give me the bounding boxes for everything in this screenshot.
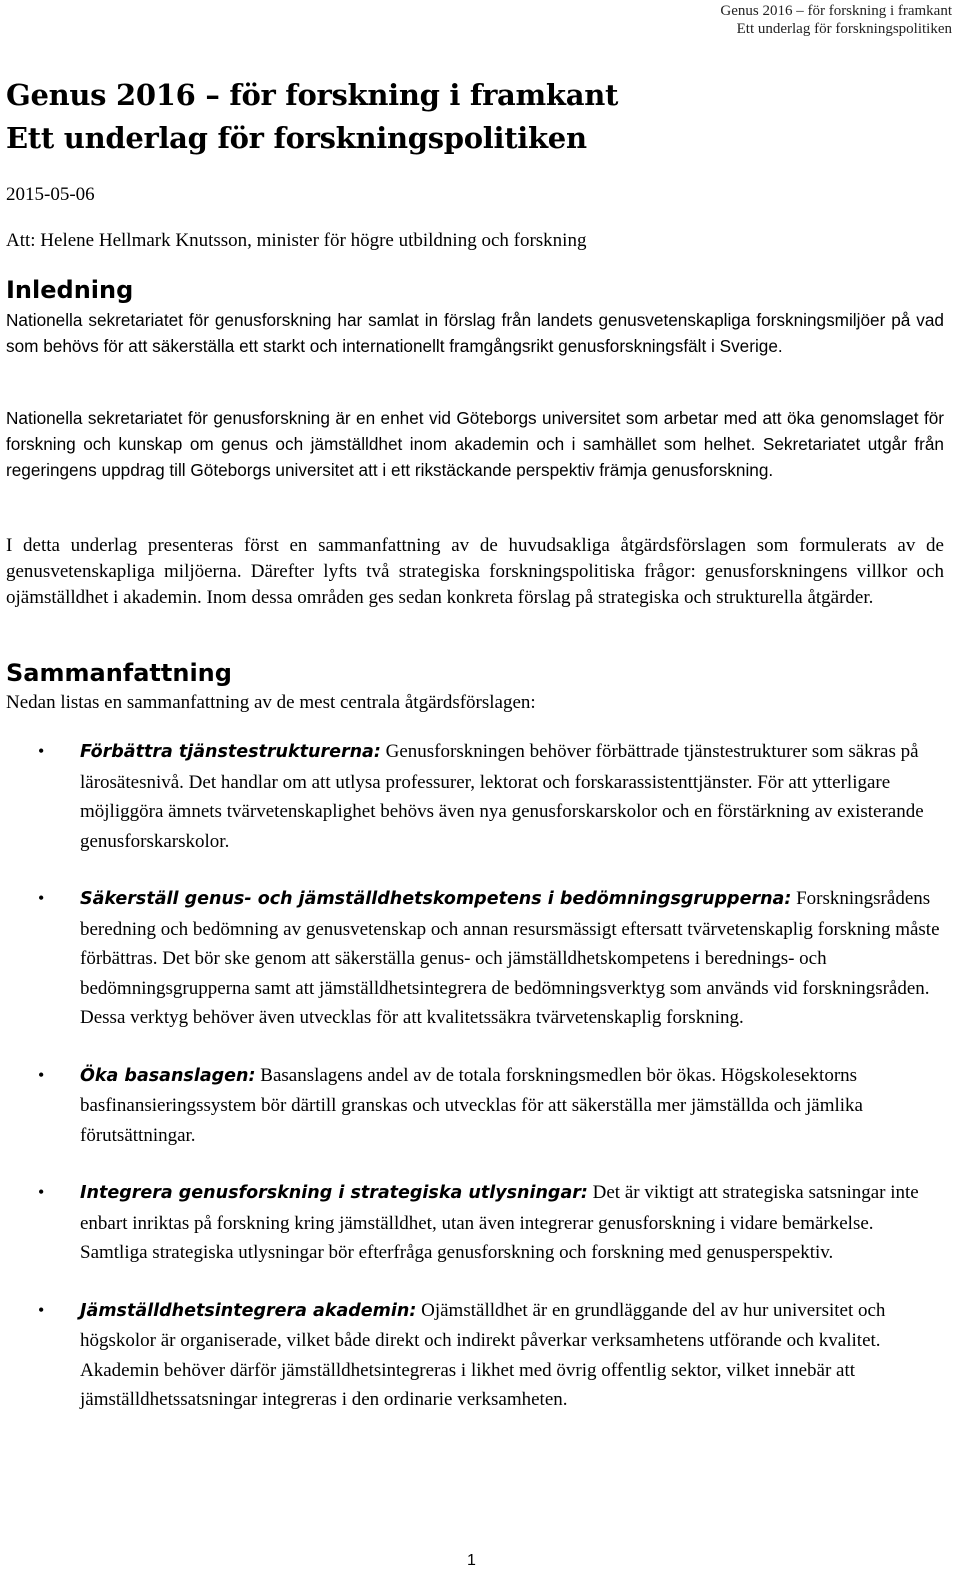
sammanfattning-intro: Nedan listas en sammanfattning av de mest centrala åtgärdsförslagen: (6, 692, 536, 713)
inledning-paragraph-2: Nationella sekretariatet för genusforskning är en enhet vid Göteborgs universitet som arbetar med att öka genomslaget för forskning och kunskap om genus och jämställdhet inom akademin och i samhället som helhet. Sekretariatet utgår från regeringens uppdrag till Göteborgs universitet att i ett rikstäckande perspektiv främja genusforskning. (6, 408, 944, 480)
bullet-icon: • (38, 741, 45, 761)
proposal-text: Genusforskningen behöver förbättrade tjänstestrukturer som säkras på lärosätesnivå. Det handlar om att utlysa professurer, lektorat och forskarassistenttjänster. För att ytterligare möjliggöra ämnets tvärvetenskaplighet behövs även nya genusforskarskolor och en förstärkning av existerande genusforskarskolor. (80, 741, 924, 852)
proposal-lead: Integrera genusforskning i strategiska utlysningar (80, 1183, 581, 1203)
proposal-colon: : (373, 742, 381, 762)
proposal-colon: : (248, 1065, 256, 1086)
list-item (0, 884, 940, 1033)
proposal-lead: Jämställdhetsintegrera akademin (80, 1300, 410, 1321)
proposal-text: Ojämställdhet är en grundläggande del av hur universitet och högskolor är organiserade, vilket både direkt och indirekt påverkar verksamhetens utförande och kvalitet. Akademin behöver därför jämställdhetsintegreras i likhet med övrig offentlig sektor, vilket innebär att jämställdhetssatsningar integreras i den ordinarie verksamheten. (80, 1299, 886, 1410)
title-line2: Ett underlag för forskningspolitiken (6, 121, 587, 155)
proposal-lead: Säkerställ genus- och jämställdhetskompetens i bedömningsgrupperna (80, 889, 785, 909)
bullet-icon: • (38, 1299, 45, 1320)
list-item (0, 1178, 940, 1268)
proposal-text: Forskningsrådens beredning och bedömning av genusvetenskap och annan resursmässigt eftersatt tvärvetenskaplig forskning måste förbättras. Det bör ske genom att säkerställa genus- och jämställdhetskompetens i berednings- och bedömningsgrupperna samt att jämställdhetsintegrera de bedömningsverktyg som används vid forskningsråden. Dessa verktyg behöver även utvecklas för att kvalitetssäkra tvärvetenskaplig forskning. (80, 888, 940, 1028)
running-header-line2: Ett underlag för forskningspolitiken (736, 21, 952, 37)
list-item (0, 737, 940, 856)
heading-sammanfattning: Sammanfattning (6, 659, 232, 687)
proposal-colon: : (784, 889, 792, 909)
proposal-list (0, 737, 960, 1415)
list-item (0, 1061, 940, 1151)
document-title (6, 74, 618, 160)
running-header-line1: Genus 2016 – för forskning i framkant (720, 3, 952, 19)
proposal-colon: : (580, 1183, 588, 1203)
proposal-text: Basanslagens andel av de totala forskningsmedlen bör ökas. Högskolesektorns basfinansieringssystem bör därtill granskas och utvecklas för att säkerställa mer jämställda och jämlika förutsättningar. (80, 1064, 863, 1146)
running-header (720, 2, 952, 38)
list-item (0, 1296, 940, 1415)
document-date: 2015-05-06 (6, 184, 95, 205)
bullet-icon: • (38, 1064, 45, 1085)
inledning-paragraph-1: Nationella sekretariatet för genusforskning har samlat in förslag från landets genusvetenskapliga forskningsmiljöer på vad som behövs för att säkerställa ett starkt och internationellt framgångsrikt genusforskningsfält i Sverige. (6, 310, 944, 356)
page-number: 1 (467, 1552, 476, 1569)
proposal-lead: Öka basanslagen (80, 1065, 249, 1086)
heading-inledning: Inledning (6, 276, 134, 304)
bullet-icon: • (38, 888, 45, 908)
proposal-text: Det är viktigt att strategiska satsningar inte enbart inriktas på forskning kring jämställdhet, utan även integrerar genusforskning i vidare bemärkelse. Samtliga strategiska utlysningar bör efterfråga genusforskning och forskning med genusperspektiv. (80, 1182, 919, 1263)
proposal-colon: : (409, 1300, 417, 1321)
proposal-lead: Förbättra tjänstestrukturerna (80, 742, 374, 762)
title-line1: Genus 2016 – för forskning i framkant (6, 78, 619, 112)
attention-line: Att: Helene Hellmark Knutsson, minister för högre utbildning och forskning (6, 230, 587, 251)
bullet-icon: • (38, 1182, 45, 1202)
inledning-paragraph-3: I detta underlag presenteras först en sammanfattning av de huvudsakliga åtgärdsförslagen som formulerats av de genusvetenskapliga miljöerna. Därefter lyfts två strategiska forskningspolitiska frågor: genusforskningens villkor och ojämställdhet i akademin. Inom dessa områden ges sedan konkreta förslag på strategiska och strukturella åtgärder. (6, 535, 944, 608)
